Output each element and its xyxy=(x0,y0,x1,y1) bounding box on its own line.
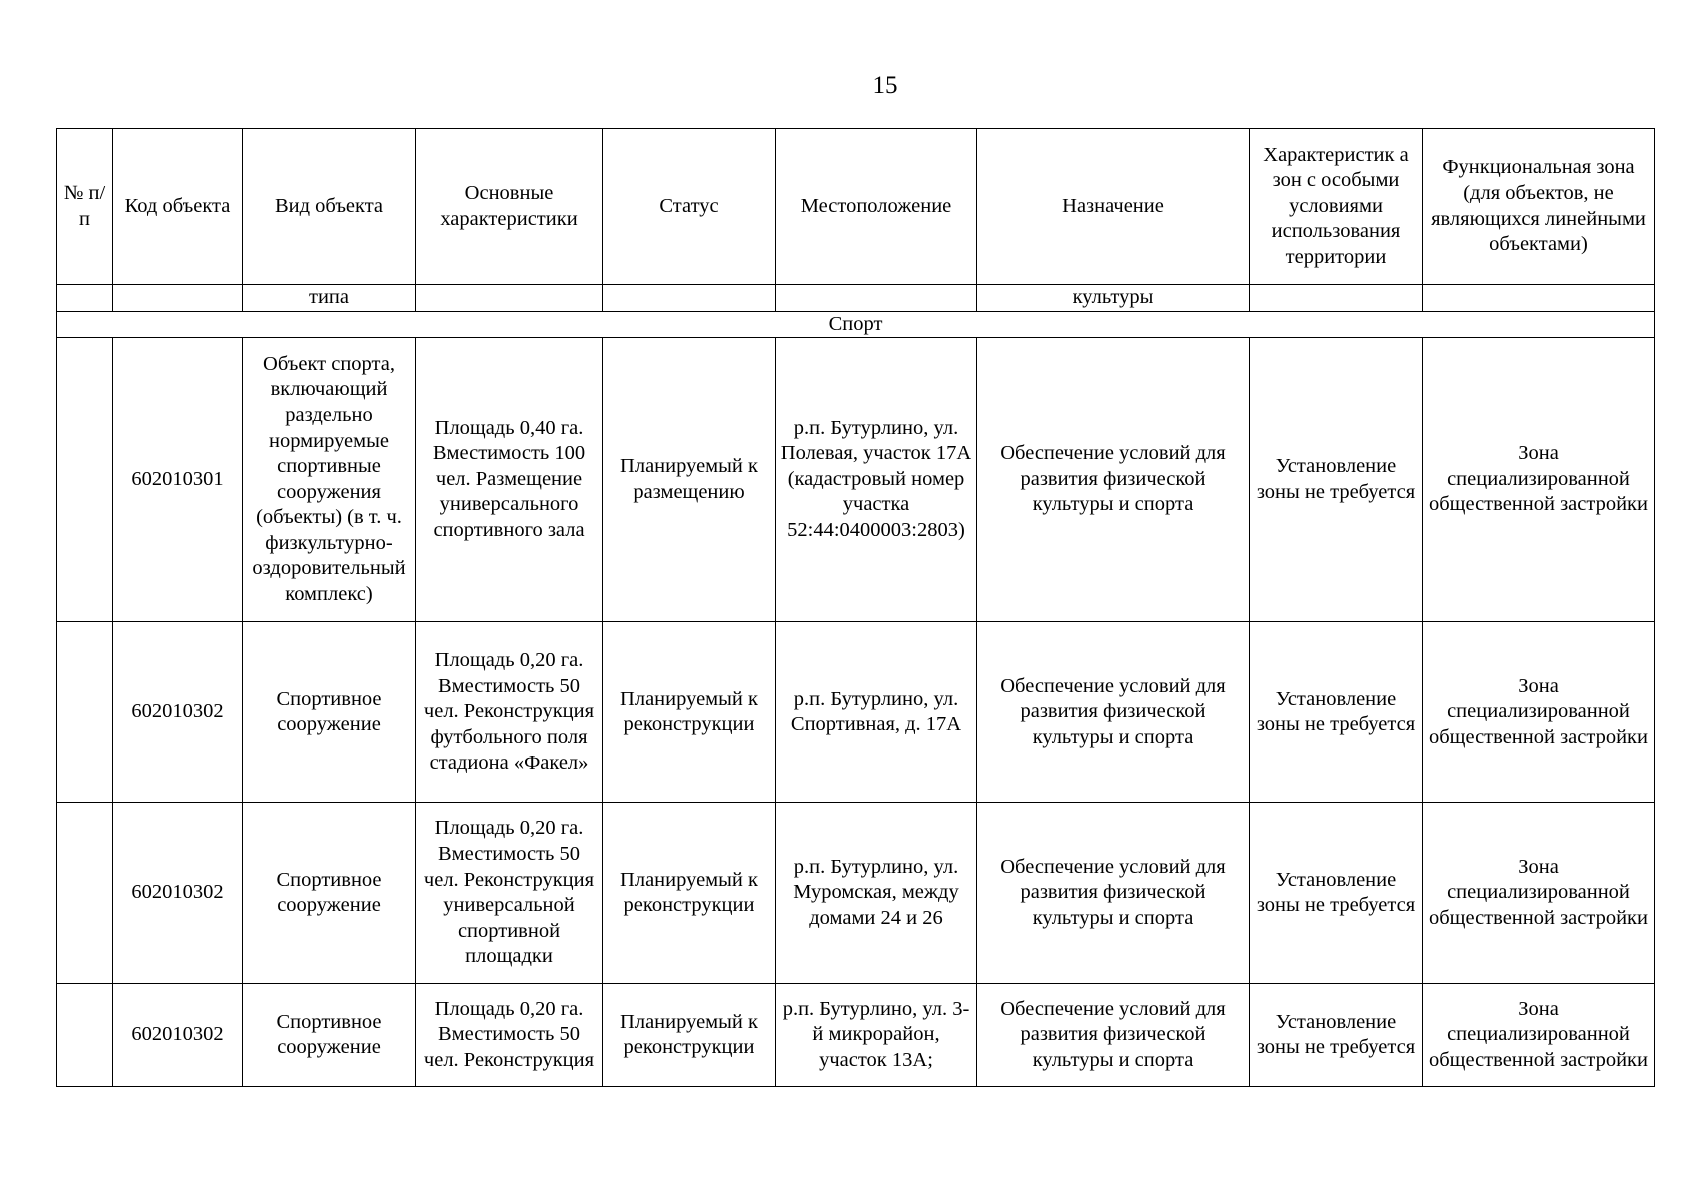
row-characteristics: Площадь 0,20 га. Вместимость 50 чел. Реконструкция футбольного поля стадиона «Факел» xyxy=(416,622,603,803)
header-num: № п/п xyxy=(57,129,113,285)
row-zones: Установление зоны не требуется xyxy=(1250,803,1423,984)
header-functional-zone: Функциональная зона (для объектов, не являющихся линейными объектами) xyxy=(1423,129,1655,285)
row-status: Планируемый к реконструкции xyxy=(603,984,776,1087)
table-row xyxy=(57,622,1655,803)
row-location: р.п. Бутурлино, ул. 3-й микрорайон, участок 13А; xyxy=(776,984,977,1087)
header-location: Местоположение xyxy=(776,129,977,285)
row-vid: Объект спорта, включающий раздельно нормируемые спортивные сооружения (объекты) (в т. ч. физкультурно-оздоровительный комплекс) xyxy=(243,338,416,622)
row-num xyxy=(57,338,113,622)
row-num xyxy=(57,984,113,1087)
row-code: 602010302 xyxy=(113,984,243,1087)
table-cell xyxy=(1250,285,1423,312)
header-purpose: Назначение xyxy=(977,129,1250,285)
header-status: Статус xyxy=(603,129,776,285)
row-characteristics: Площадь 0,20 га. Вместимость 50 чел. Реконструкция универсальной спортивной площадки xyxy=(416,803,603,984)
continuation-purpose: культуры xyxy=(977,285,1250,312)
row-zones: Установление зоны не требуется xyxy=(1250,984,1423,1087)
row-zones: Установление зоны не требуется xyxy=(1250,622,1423,803)
row-status: Планируемый к реконструкции xyxy=(603,622,776,803)
continuation-row xyxy=(57,285,1655,312)
row-code: 602010301 xyxy=(113,338,243,622)
row-location: р.п. Бутурлино, ул. Полевая, участок 17А (кадастровый номер участка 52:44:0400003:2803) xyxy=(776,338,977,622)
row-vid: Спортивное сооружение xyxy=(243,622,416,803)
row-purpose: Обеспечение условий для развития физической культуры и спорта xyxy=(977,338,1250,622)
table-cell xyxy=(416,285,603,312)
row-location: р.п. Бутурлино, ул. Спортивная, д. 17А xyxy=(776,622,977,803)
header-characteristics: Основные характеристики xyxy=(416,129,603,285)
table-row xyxy=(57,984,1655,1087)
table-cell xyxy=(113,285,243,312)
row-purpose: Обеспечение условий для развития физической культуры и спорта xyxy=(977,803,1250,984)
table-header-row xyxy=(57,129,1655,285)
header-code: Код объекта xyxy=(113,129,243,285)
table-cell xyxy=(603,285,776,312)
page-number: 15 xyxy=(872,72,898,99)
row-status: Планируемый к реконструкции xyxy=(603,803,776,984)
table-cell xyxy=(1423,285,1655,312)
header-vid: Вид объекта xyxy=(243,129,416,285)
table-cell xyxy=(57,285,113,312)
row-vid: Спортивное сооружение xyxy=(243,803,416,984)
row-characteristics: Площадь 0,20 га. Вместимость 50 чел. Реконструкция xyxy=(416,984,603,1087)
continuation-vid: типа xyxy=(243,285,416,312)
row-functional-zone: Зона специализированной общественной застройки xyxy=(1423,338,1655,622)
row-status: Планируемый к размещению xyxy=(603,338,776,622)
header-zones: Характеристик а зон с особыми условиями использования территории xyxy=(1250,129,1423,285)
section-title: Спорт xyxy=(57,311,1655,338)
objects-table xyxy=(56,128,1655,1087)
table-cell xyxy=(776,285,977,312)
section-row xyxy=(57,311,1655,338)
row-code: 602010302 xyxy=(113,803,243,984)
row-purpose: Обеспечение условий для развития физической культуры и спорта xyxy=(977,622,1250,803)
table-row xyxy=(57,338,1655,622)
row-num xyxy=(57,622,113,803)
row-functional-zone: Зона специализированной общественной застройки xyxy=(1423,803,1655,984)
row-vid: Спортивное сооружение xyxy=(243,984,416,1087)
row-functional-zone: Зона специализированной общественной застройки xyxy=(1423,984,1655,1087)
table-row xyxy=(57,803,1655,984)
row-characteristics: Площадь 0,40 га. Вместимость 100 чел. Размещение универсального спортивного зала xyxy=(416,338,603,622)
row-purpose: Обеспечение условий для развития физической культуры и спорта xyxy=(977,984,1250,1087)
row-code: 602010302 xyxy=(113,622,243,803)
row-num xyxy=(57,803,113,984)
row-location: р.п. Бутурлино, ул. Муромская, между домами 24 и 26 xyxy=(776,803,977,984)
row-zones: Установление зоны не требуется xyxy=(1250,338,1423,622)
row-functional-zone: Зона специализированной общественной застройки xyxy=(1423,622,1655,803)
